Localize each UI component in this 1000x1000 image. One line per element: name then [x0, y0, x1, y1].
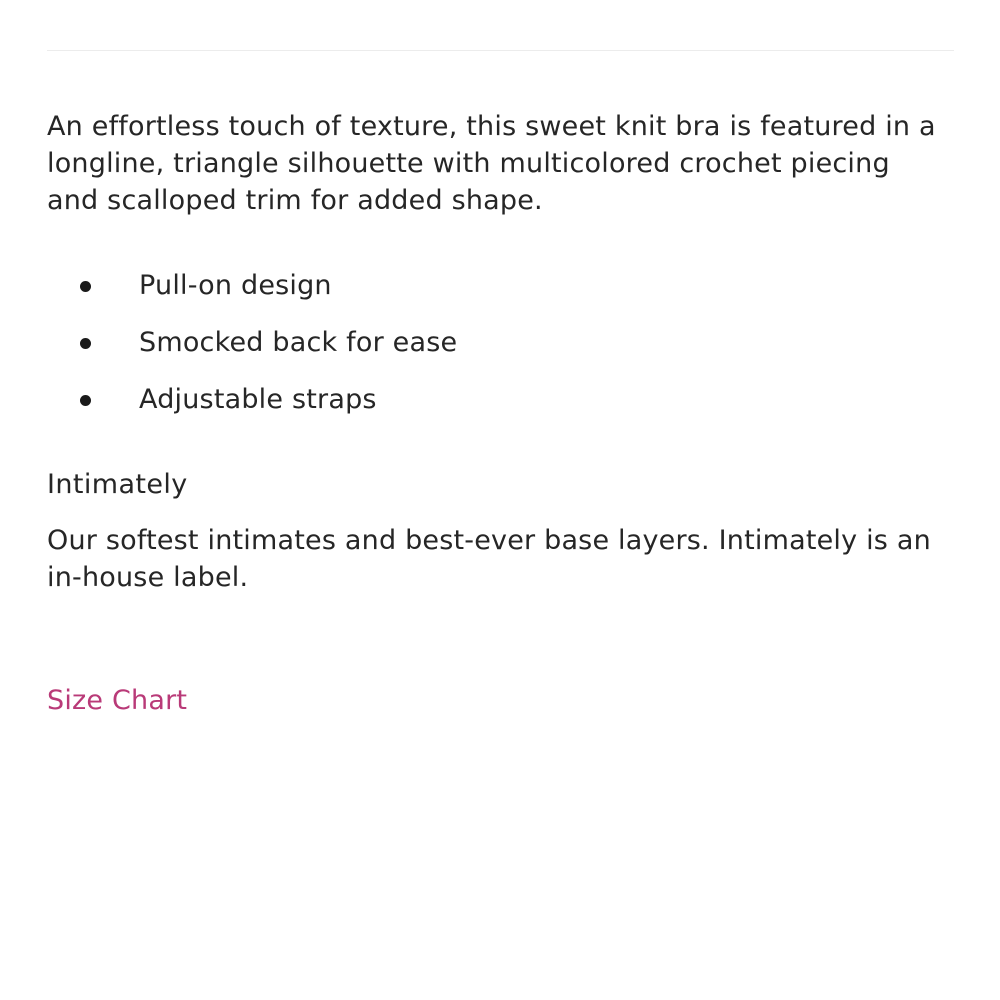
bullet-icon: [80, 395, 91, 406]
size-chart-link[interactable]: Size Chart: [47, 685, 188, 716]
feature-text: Adjustable straps: [139, 384, 377, 415]
bullet-icon: [80, 281, 91, 292]
top-divider: [47, 50, 954, 51]
brand-name: Intimately: [47, 469, 188, 500]
feature-item: [47, 263, 947, 320]
feature-item: [47, 320, 947, 377]
brand-description: Our softest intimates and best-ever base layers. Intimately is an in-house label.: [47, 525, 931, 593]
feature-text: Pull-on design: [139, 270, 332, 301]
product-description: An effortless touch of texture, this sweet knit bra is featured in a longline, triangle silhouette with multicolored crochet piecing and scalloped trim for added shape.: [47, 111, 936, 216]
feature-text: Smocked back for ease: [139, 327, 458, 358]
feature-list: [47, 263, 947, 434]
bullet-icon: [80, 338, 91, 349]
feature-item: [47, 377, 947, 434]
